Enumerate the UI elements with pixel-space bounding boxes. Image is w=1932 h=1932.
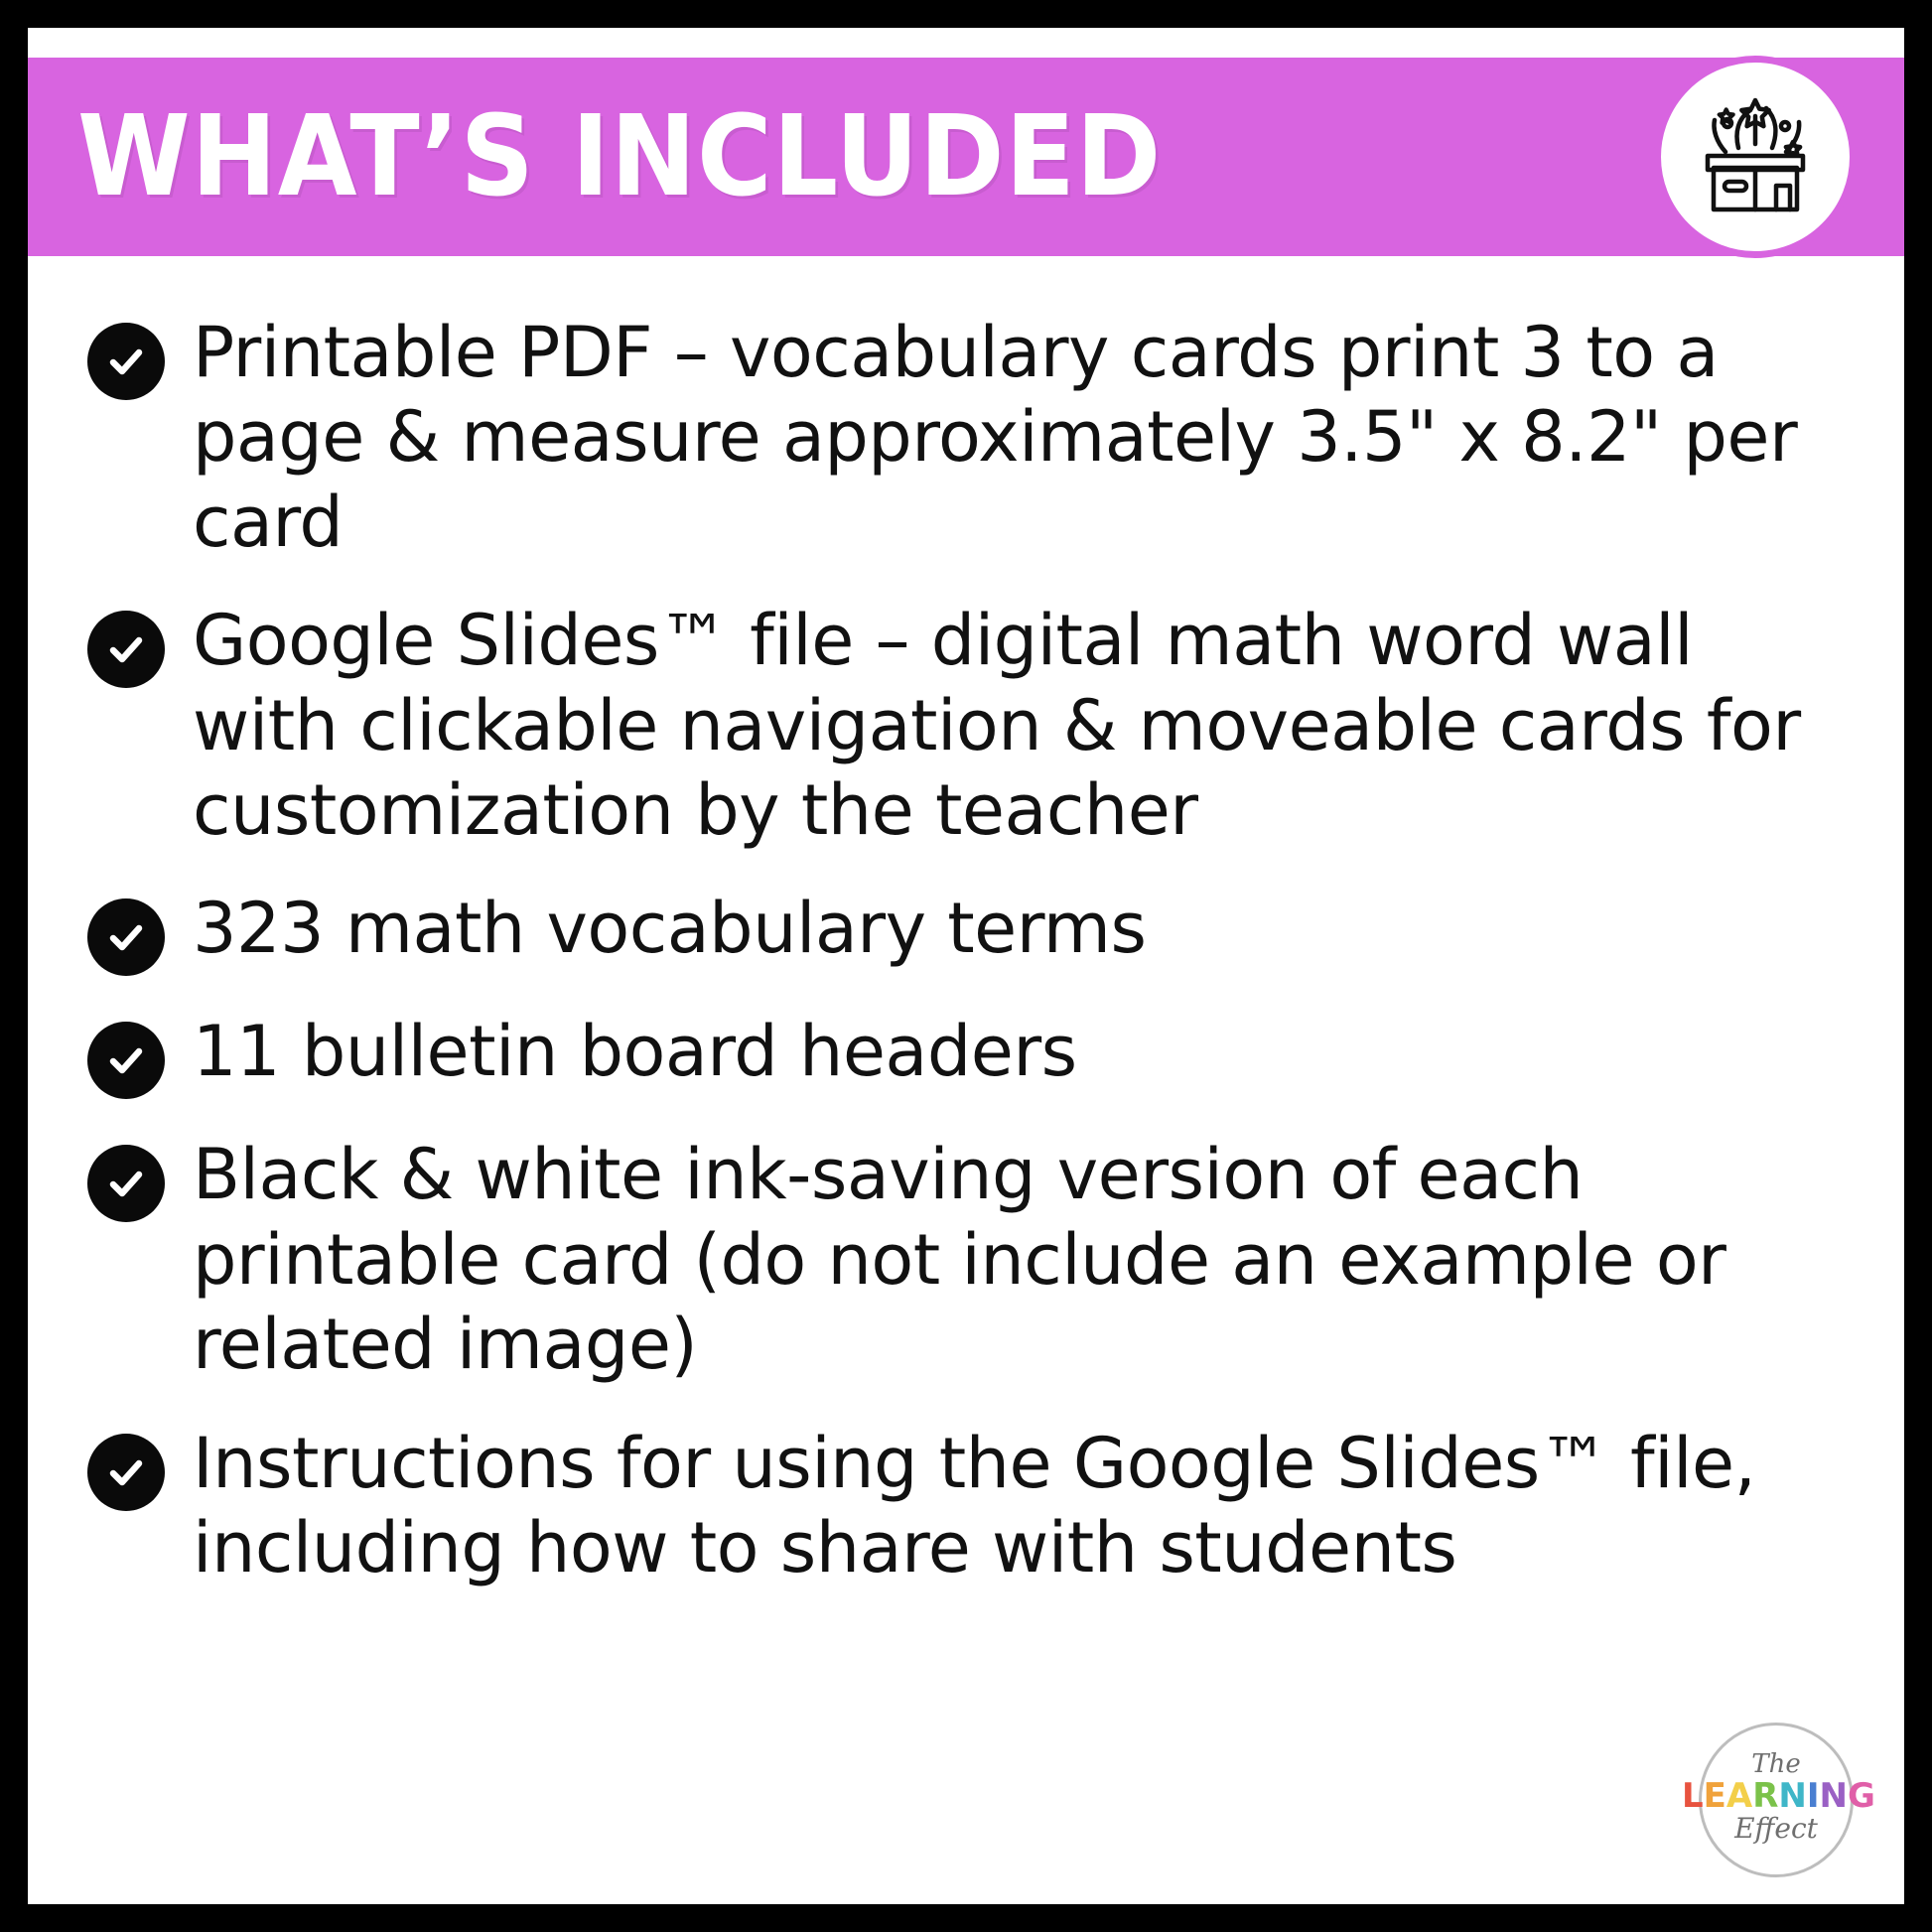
logo-letter: E xyxy=(1703,1776,1726,1816)
list-item xyxy=(85,1133,1851,1387)
list-item xyxy=(85,887,1851,976)
logo-line-effect: Effect xyxy=(1734,1812,1818,1845)
check-circle-icon xyxy=(85,887,167,976)
logo-letter: I xyxy=(1806,1776,1820,1816)
list-item-label: 11 bulletin board headers xyxy=(193,1011,1077,1093)
gift-box-confetti-icon xyxy=(1654,56,1857,258)
check-circle-icon xyxy=(85,1422,167,1511)
check-circle-icon xyxy=(85,599,167,688)
list-item xyxy=(85,1010,1851,1099)
list-item xyxy=(85,311,1851,565)
logo-letter: G xyxy=(1848,1776,1875,1816)
logo-line-the: The xyxy=(1751,1749,1801,1779)
header-bar xyxy=(28,58,1904,256)
list-item-label: Google Slides™ file – digital math word wall with clickable navigation & moveable cards for customization by the teacher xyxy=(193,600,1801,851)
logo-letter: N xyxy=(1778,1776,1807,1816)
list-item-label: 323 math vocabulary terms xyxy=(193,888,1147,970)
included-list xyxy=(85,311,1851,1624)
logo-letter: R xyxy=(1752,1776,1779,1816)
check-circle-icon xyxy=(85,1010,167,1099)
list-item xyxy=(85,599,1851,853)
list-item-label: Instructions for using the Google Slides™ file, including how to share with students xyxy=(193,1422,1756,1588)
logo-letter: N xyxy=(1819,1776,1849,1816)
page-title: WHAT’S INCLUDED xyxy=(77,92,1163,221)
list-item-label: Printable PDF – vocabulary cards print 3 to a page & measure approximately 3.5" x 8.2" per card xyxy=(193,312,1798,563)
list-item-label: Black & white ink-saving version of each printable card (do not include an example or related image) xyxy=(193,1134,1726,1386)
logo-letter: A xyxy=(1725,1776,1753,1816)
logo-letter: L xyxy=(1682,1776,1704,1816)
logo-line-learning xyxy=(1682,1776,1875,1816)
brand-logo xyxy=(1682,1716,1875,1884)
check-circle-icon xyxy=(85,311,167,400)
list-item xyxy=(85,1422,1851,1591)
poster-card xyxy=(28,28,1904,1904)
check-circle-icon xyxy=(85,1133,167,1222)
